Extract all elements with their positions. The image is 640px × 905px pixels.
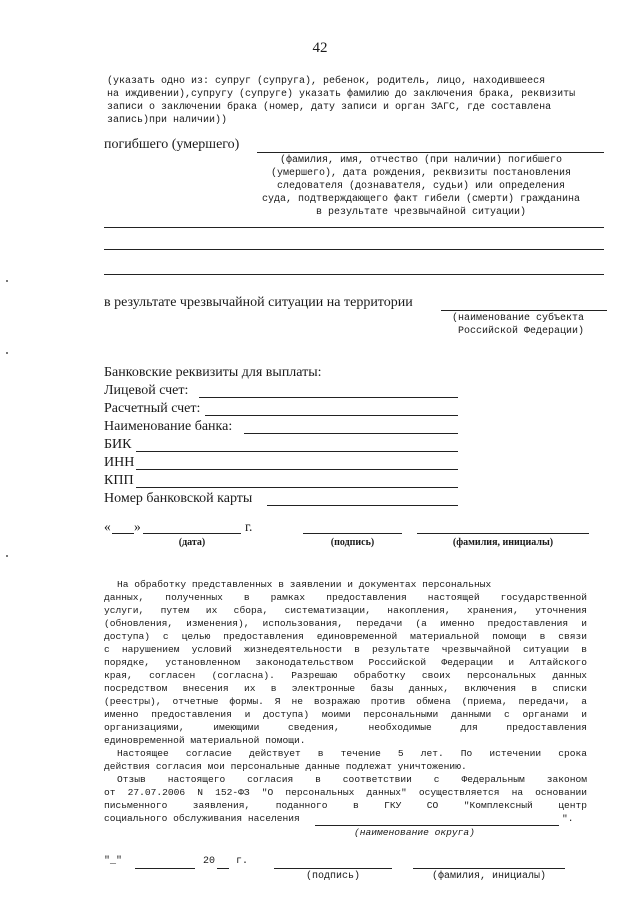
consent-line: действия согласия мои персональные данные подлежат уничтожению. — [104, 761, 467, 772]
signature-line[interactable] — [303, 533, 402, 534]
intro-note-line: на иждивении),супругу (супруге) указать фамилию до заключения брака, реквизиты — [107, 89, 576, 100]
month2-line[interactable] — [135, 868, 195, 869]
consent-line: посредством внесения их в электронные базы данных, включения в списки — [104, 683, 587, 694]
deceased-hint-line: суда, подтверждающего факт гибели (смерти) гражданина — [261, 194, 581, 205]
signature2-line[interactable] — [274, 868, 392, 869]
consent-line: письменного заявления, поданного в ГКУ СО "Комплексный центр — [104, 800, 587, 811]
full-name2-caption: (фамилия, инициалы) — [431, 871, 547, 882]
year2-line[interactable] — [217, 868, 229, 869]
intro-note-line: (указать одно из: супруг (супруга), ребенок, родитель, лицо, находившееся — [107, 76, 546, 87]
blank-line[interactable] — [104, 249, 604, 250]
consent-line: Отзыв настоящего согласия в соответствии с Федеральным законом — [117, 774, 587, 785]
intro-note-line: записи о заключении брака (номер, дату записи и орган ЗАГС, где составлена — [107, 102, 552, 113]
kpp-line[interactable] — [136, 487, 458, 488]
consent-line: На обработку представленных в заявлении и документах персональных — [117, 579, 492, 590]
scan-mark — [6, 555, 8, 557]
scan-mark — [6, 280, 8, 282]
deceased-hint-line: следователя (дознавателя, судьи) или определения — [276, 181, 566, 192]
okrug-input-line[interactable] — [315, 825, 559, 826]
consent-line: (реестры), отчетные формы. Я не возражаю против обмена (приема, передачи, а — [104, 696, 587, 707]
bank-field-label: КПП — [104, 473, 134, 488]
bank-field-label: Наименование банка: — [104, 419, 233, 434]
signature2-caption: (подпись) — [305, 871, 360, 882]
consent-line: края, согласен (согласна). Разрешаю обработку своих персональных данных — [104, 670, 587, 681]
page-number: 42 — [312, 40, 328, 56]
consent-line: порядке, установленном законодательством Российской Федерации и Алтайского — [104, 657, 587, 668]
deceased-hint-line: (умершего), дата рождения, реквизиты постановления — [270, 168, 572, 179]
date-caption: (дата) — [178, 537, 206, 548]
bank-field-label: БИК — [104, 437, 132, 452]
deceased-label: погибшего (умершего) — [104, 137, 240, 152]
year2-prefix: 20 — [203, 856, 216, 867]
date-close-quote: » — [134, 519, 141, 534]
consent-line: организациями, имеющими сведения, необходимые для предоставления — [104, 722, 587, 733]
year2-suffix: г. — [236, 856, 249, 867]
bank-field-label: ИНН — [104, 455, 135, 470]
consent-line-end: ". — [562, 813, 574, 824]
bank-field-label: Расчетный счет: — [104, 401, 201, 416]
date2-prefix: "_" — [104, 856, 123, 867]
consent-line: социального обслуживания населения — [104, 813, 300, 824]
account-number-line[interactable] — [199, 397, 458, 398]
territory-hint-line: Российской Федерации) — [458, 326, 585, 337]
deceased-hint-line: (фамилия, имя, отчество (при наличии) погибшего — [279, 155, 563, 166]
consent-line: именно предоставления и доступа) моими персональными данными с органами и — [104, 709, 587, 720]
deceased-hint-line: в результате чрезвычайной ситуации) — [315, 207, 527, 218]
bank-name-line[interactable] — [244, 433, 458, 434]
consent-line: (обновления, изменения), использования, передачи (а именно предоставления и — [104, 618, 587, 629]
full-name2-line[interactable] — [413, 868, 565, 869]
consent-line: с нарушением условий жизнедеятельности в результате чрезвычайной ситуации в — [104, 644, 587, 655]
year-suffix: г. — [245, 519, 253, 534]
consent-line: данных, полученных в рамках предоставления настоящей государственной — [104, 592, 587, 603]
full-name-line[interactable] — [417, 533, 589, 534]
full-name-caption: (фамилия, инициалы) — [452, 537, 554, 548]
territory-label: в результате чрезвычайной ситуации на территории — [104, 295, 413, 310]
blank-line[interactable] — [104, 274, 604, 275]
date-open-quote: « — [104, 519, 111, 534]
consent-line: Настоящее согласие действует в течение 5 лет. По истечении срока — [117, 748, 587, 759]
okrug-hint: (наименование округа) — [354, 827, 475, 838]
blank-line[interactable] — [104, 227, 604, 228]
bank-field-label: Лицевой счет: — [104, 383, 189, 398]
bik-line[interactable] — [136, 451, 458, 452]
deceased-input-line[interactable] — [257, 152, 604, 153]
day-line[interactable] — [112, 533, 134, 534]
bank-field-label: Номер банковской карты — [104, 491, 253, 506]
card-number-line[interactable] — [267, 505, 458, 506]
consent-line: доступа) с целью предоставления единовременной материальной помощи в связи — [104, 631, 587, 642]
bank-title: Банковские реквизиты для выплаты: — [104, 365, 322, 380]
territory-hint-line: (наименование субъекта — [452, 313, 585, 324]
consent-line: от 27.07.2006 N 152-ФЗ "О персональных данных" осуществляется на основании — [104, 787, 587, 798]
settlement-account-line[interactable] — [205, 415, 458, 416]
intro-note-line: запись)при наличии)) — [107, 115, 228, 126]
scan-mark — [6, 352, 8, 354]
month-line[interactable] — [143, 533, 241, 534]
signature-caption: (подпись) — [330, 537, 375, 548]
consent-line: услуги, путем их сбора, систематизации, накопления, хранения, уточнения — [104, 605, 587, 616]
territory-input-line[interactable] — [441, 310, 607, 311]
inn-line[interactable] — [136, 469, 458, 470]
consent-line: единовременной материальной помощи. — [104, 735, 306, 746]
